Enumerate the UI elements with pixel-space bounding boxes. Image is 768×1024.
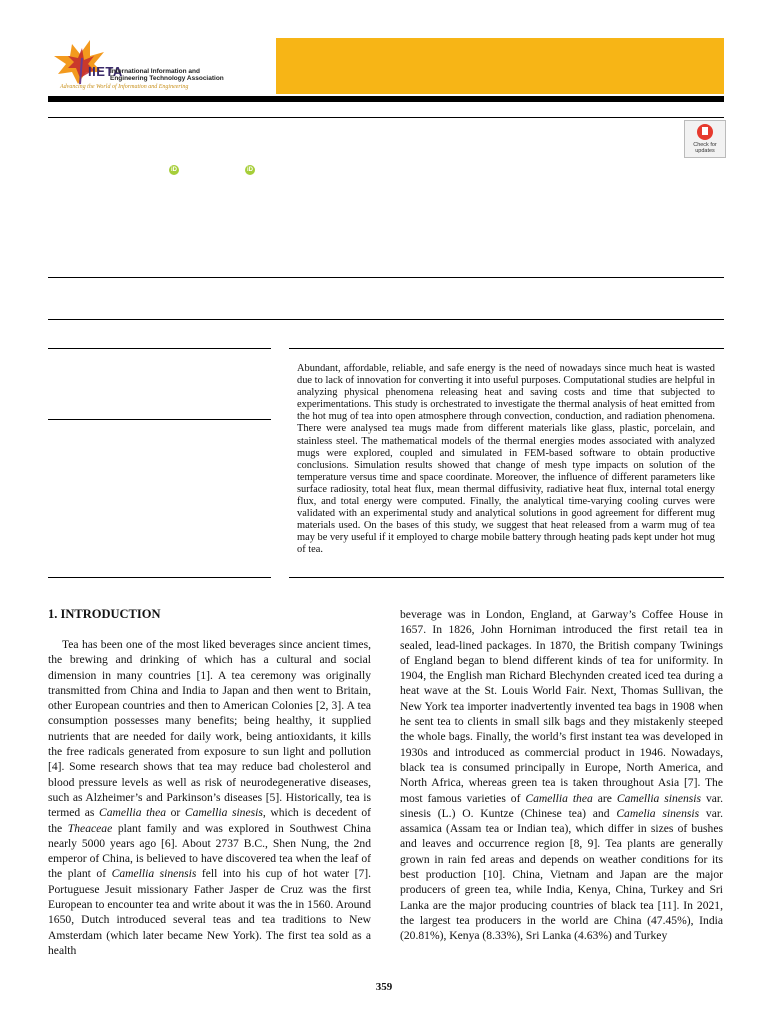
page-number: 359 [375, 981, 393, 993]
journal-banner [276, 38, 724, 94]
abstract-bottom-rule [289, 577, 724, 578]
text-run: beverage was in London, England, at Garway’s Coffee House in 1657. In 1826, John Horniman introduced the first retail tea in sealed, lead-lined packages. In 1870, the British company Twinings of England began to blend different kinds of tea for uniformity. In 1904, the English man Richard Blechynden created iced tea during a heat wave at the St. Louis World Fair. Next, Thomas Sullivan, the New York tea importer inadvertently invented tea bags in 1908 when he sent tea to clients in small silk bags and they mistakenly steeped the whole bags. Finally, the world’s first instant tea was developed in 1930s and introduced as commercial product in 1946. Nowadays, black tea is consumed principally in Europe, North America, and North Africa, whereas green tea is taken throughout Asia [7]. The most famous varieties of [400, 608, 723, 805]
species-name: Camellia sinesis [184, 806, 263, 820]
header-rule [48, 96, 724, 102]
species-name: Camelia sinensis [616, 806, 700, 820]
logo-wordmark: IIETA [88, 64, 123, 79]
species-name: Camellia thea [99, 806, 167, 820]
title-top-rule [48, 117, 724, 118]
check-label-1: Check for [693, 142, 717, 148]
left-column-paragraph [48, 637, 371, 958]
text-run: fell into his cup of hot water [7]. Portuguese Jesuit missionary Father Jasper de Cruz was the first European to encounter tea and write about it was the in 1560. Around 1650, Dutch introduced several teas and tea traditions to New Amsterdam (which later became New York). The first tea sold as a health [48, 867, 372, 957]
organization-line-1: International Information and [110, 68, 200, 75]
check-label-2: updates [695, 148, 715, 154]
abstract-text: Abundant, affordable, reliable, and safe energy is the need of nowadays since much heat is wasted due to lack of innovation for converting it into useful purposes. Computational studies are helpful in analyzing physical phenomena releasing heat and saving costs and time that subjected to experimentations. This study is orchestrated to investigate the thermal analysis of heat emitted from the hot mug of tea into open atmosphere through convection, conduction, and radiation phenomena. There were analysed tea mugs made from different materials like glass, plastic, porcelain, and stainless steel. The mathematical models of the thermal energies modes associated with analyzed mugs were explored, coupled and simulated in FEM-based software to obtain productive conclusions. Simulation results showed that change of mesh type impacts on solution of the temperature versus time and space coordinate. Moreover, the influence of different parameters like surface radiosity, total heat flux, mean thermal diffusivity, radiative heat flux, internal total energy flux, and total energy were computed. Finally, the analytical time-varying cooling curves were validated with an experimental study and analytical solutions in good agreement for different mug materials used. On the bases of this study, we suggest that heat released from a warm mug of tea may be very useful if it employed to charge mobile battery through heating pads kept under hot mug of tea. [297, 363, 715, 556]
text-run: var. assamica (Assam tea or Indian tea), which differ in sizes of bushes and leaves and occurrence region [8, 9]. Tea plants are generally grown in rain fed areas and depends on weather conditions for its best production [10]. China, Vietnam and Japan are the major producers of green tea, while India, Kenya, China, Turkey and Sri Lanka are the major producing countries of black tea [11]. In 2021, the largest tea producers in the world are China (47.45%), India (20.81%), Kenya (8.33%), Sri Lanka (4.63%) and Turkey [400, 806, 723, 943]
species-name: Camellia sinensis [111, 867, 197, 881]
history-rule [48, 319, 724, 320]
bookmark-icon [697, 124, 713, 140]
family-name: Theaceae [67, 821, 113, 835]
species-name: Camellia thea [525, 791, 593, 805]
text-run: Tea has been one of the most liked beverages since ancient times, the brewing and drinking of which has a cultural and social dimension in many countries [1]. A tea ceremony was originally transmitted from China and India to Japan and then went to Britain, other European countries and then to American Colonies [2, 3]. A tea consumption possesses many benefits; being healthy, it supplied nutrients that are needed for daily work, being antioxidants, it kills the free radicals generated from exposure to sun light and pollution [4]. Some research shows that tea may reduce bad cholesterol and blood pressure levels as well as risk of neurodegenerative diseases, such as Alzheimer’s and Parkinson’s diseases [5]. Historically, tea is termed as [48, 638, 371, 820]
text-run: plant family and was explored in Southwest China nearly 5000 years ago [6]. About 2737 B.C., Shen Nung, the 2nd emperor of China, is believed to have discovered tea when the leaf of the plant of [48, 821, 371, 881]
orcid-icon[interactable]: iD [171, 167, 177, 173]
keywords-top-rule [48, 348, 271, 349]
orcid-icon[interactable]: iD [247, 167, 253, 173]
abstract-top-rule [289, 348, 724, 349]
organization-name [110, 68, 224, 82]
keywords-bottom-rule [48, 577, 271, 578]
right-column-paragraph [400, 607, 723, 944]
text-run: var. sinesis (L.) O. Kuntze (Chinese tea) and [400, 791, 724, 820]
affiliation-rule [48, 277, 724, 278]
organization-line-2: Engineering Technology Association [110, 75, 224, 82]
maple-leaf-icon [50, 38, 110, 88]
continued-paragraph [400, 607, 723, 944]
species-name: Camellia sinensis [616, 791, 702, 805]
check-updates-label [685, 142, 725, 154]
check-for-updates-badge[interactable] [684, 120, 726, 158]
text-run: , which is decedent of the [48, 806, 371, 835]
section-heading: 1. INTRODUCTION [48, 607, 161, 621]
text-run: are [592, 791, 617, 805]
logo-tagline: Advancing the World of Information and Engineering [60, 84, 189, 90]
text-run: or [166, 806, 185, 820]
intro-paragraph [48, 637, 371, 958]
keywords-mid-rule [48, 419, 271, 420]
